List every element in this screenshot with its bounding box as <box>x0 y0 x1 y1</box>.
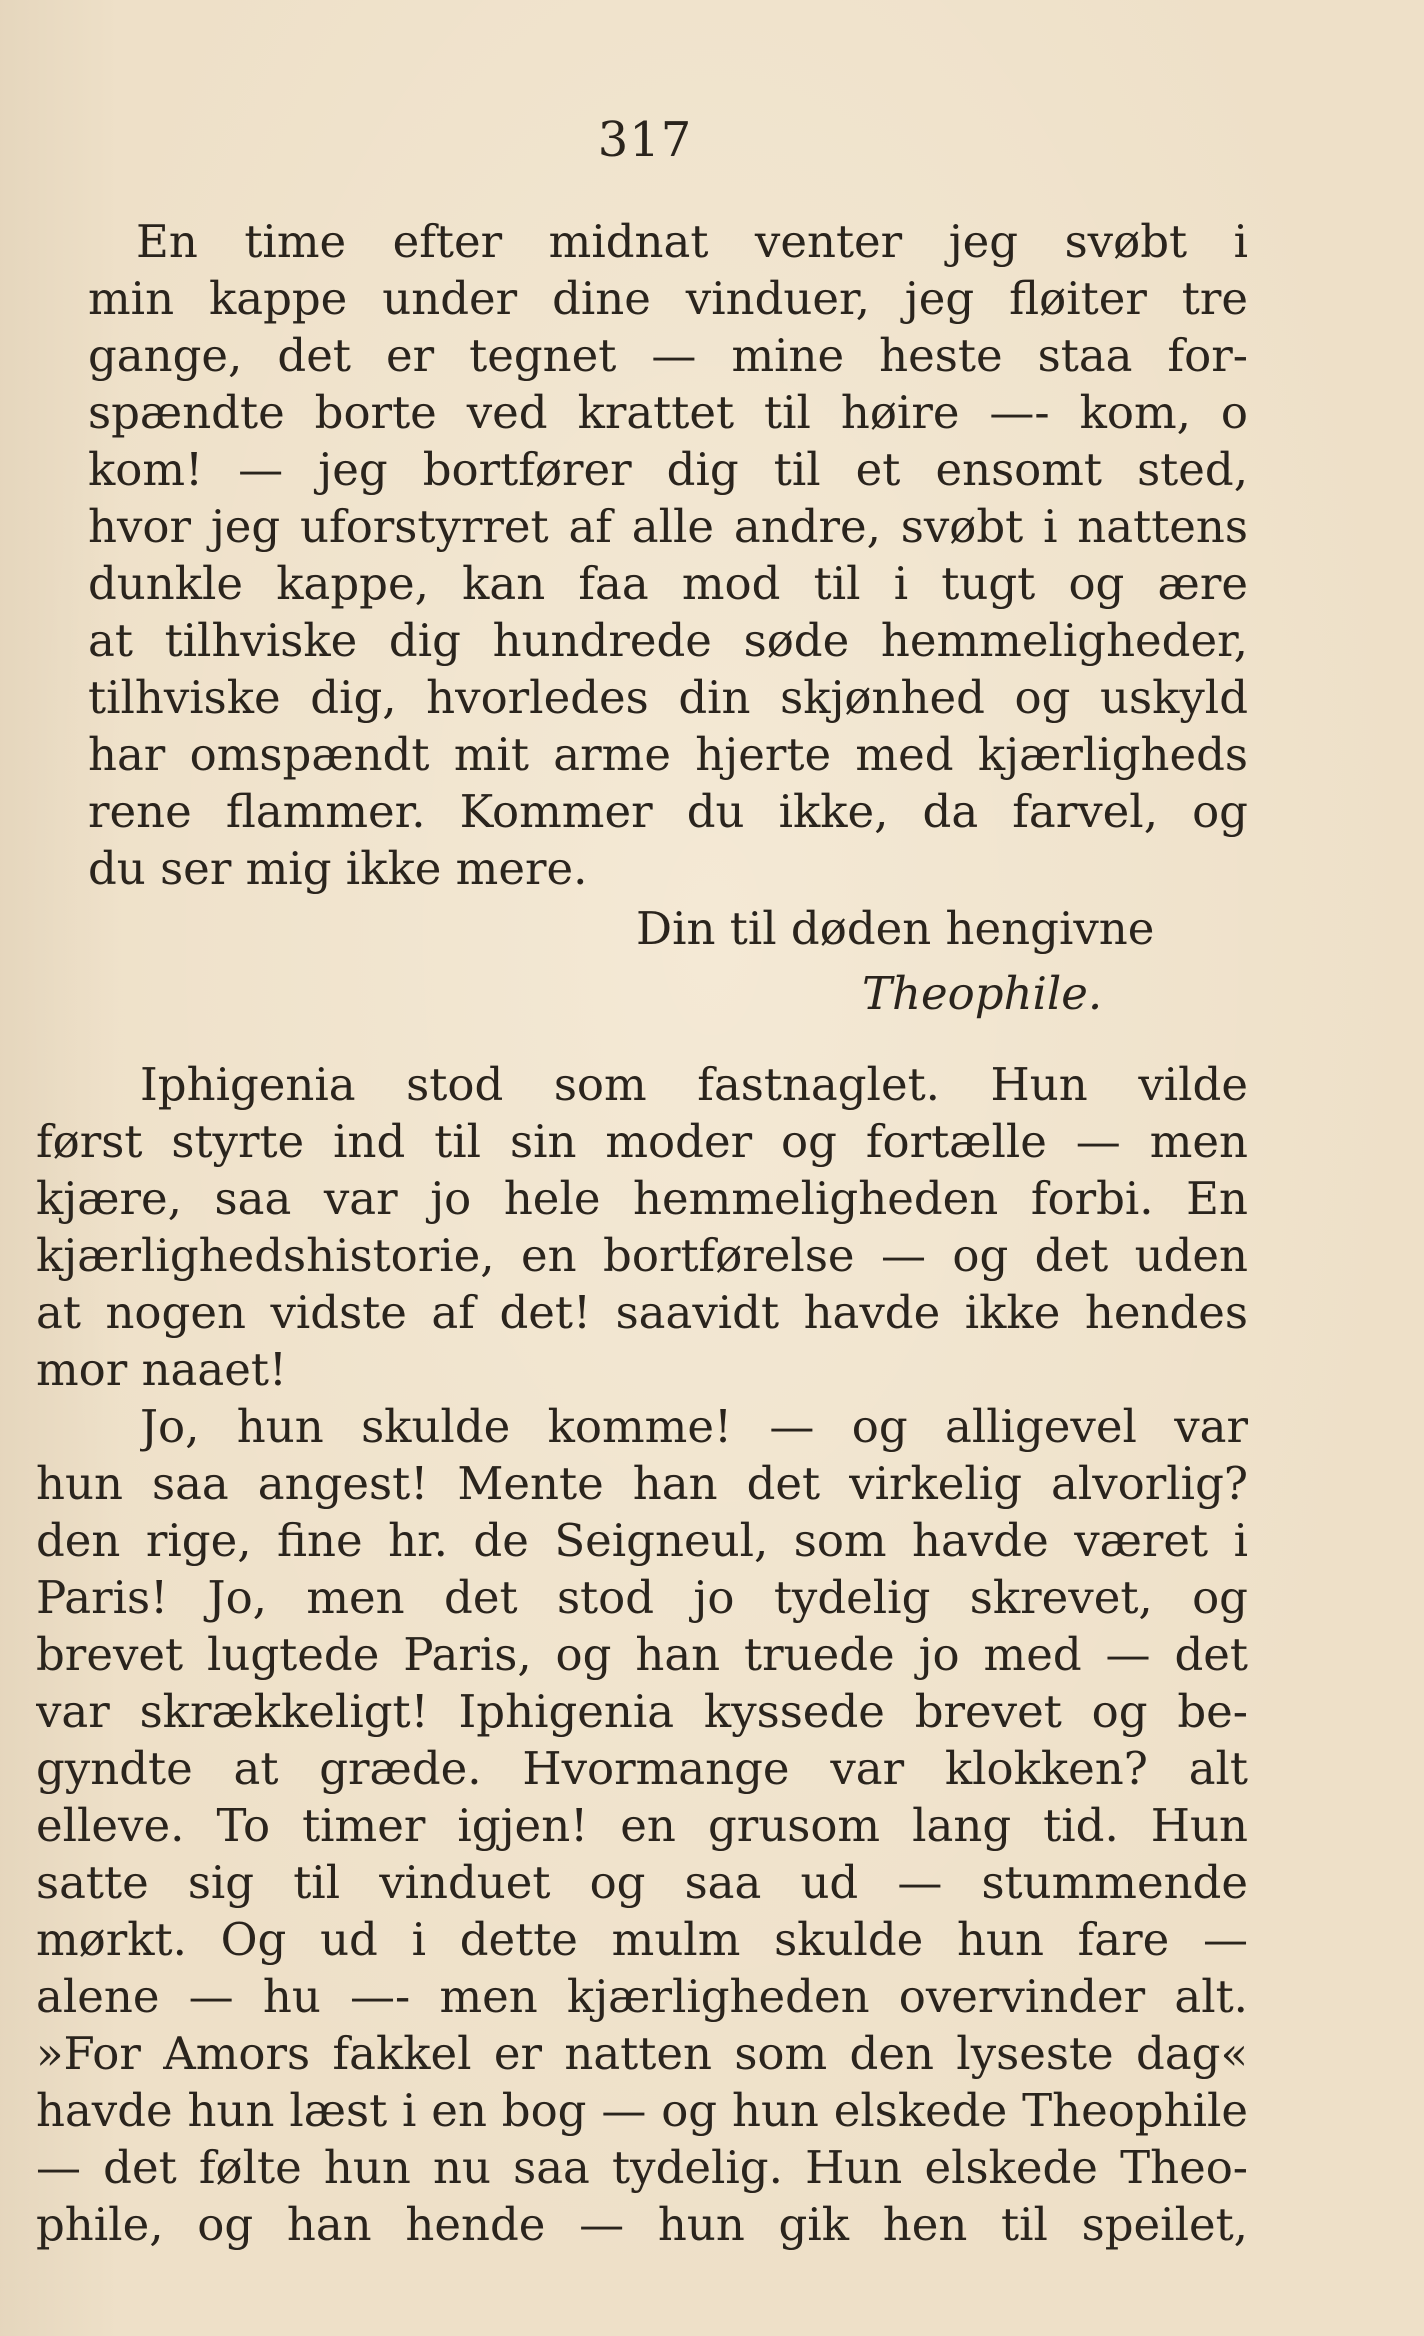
narrative-line-4: kjærlighedshistorie, en bortførelse — og det uden <box>36 1229 1248 1282</box>
narrative-line-8: hun saa angest! Mente han det virkelig alvorlig? <box>36 1457 1248 1510</box>
narrative-line-16: mørkt. Og ud i dette mulm skulde hun fare — <box>36 1913 1248 1966</box>
letter-line-6: hvor jeg uforstyrret af alle andre, svøbt i nattens <box>88 500 1248 553</box>
narrative-line-7: Jo, hun skulde komme! — og alligevel var <box>140 1400 1248 1453</box>
narrative-line-6: mor naaet! <box>36 1343 288 1396</box>
narrative-line-14: elleve. To timer igjen! en grusom lang tid. Hun <box>36 1799 1248 1852</box>
letter-line-7: dunkle kappe, kan faa mod til i tugt og ære <box>88 557 1248 610</box>
letter-line-5: kom! — jeg bortfører dig til et ensomt sted, <box>88 443 1248 496</box>
narrative-line-2: først styrte ind til sin moder og fortælle — men <box>36 1115 1248 1168</box>
narrative-line-20: — det følte hun nu saa tydelig. Hun elskede Theo- <box>36 2141 1248 2194</box>
narrative-line-10: Paris! Jo, men det stod jo tydelig skrevet, og <box>36 1571 1248 1624</box>
narrative-line-15: satte sig til vinduet og saa ud — stummende <box>36 1856 1248 1909</box>
narrative-line-13: gyndte at græde. Hvormange var klokken? alt <box>36 1742 1248 1795</box>
letter-closing: Din til døden hengivne <box>636 902 1155 955</box>
letter-line-2: min kappe under dine vinduer, jeg fløiter tre <box>88 272 1248 325</box>
letter-signature-name: Theophile. <box>862 967 1103 1020</box>
narrative-line-5: at nogen vidste af det! saavidt havde ikke hendes <box>36 1286 1248 1339</box>
letter-line-12: du ser mig ikke mere. <box>88 842 588 895</box>
narrative-line-12: var skrækkeligt! Iphigenia kyssede brevet og be- <box>36 1685 1248 1738</box>
letter-line-9: tilhviske dig, hvorledes din skjønhed og uskyld <box>88 671 1248 724</box>
letter-line-8: at tilhviske dig hundrede søde hemmeligheder, <box>88 614 1248 667</box>
page-number: 317 <box>597 112 693 168</box>
narrative-line-18: »For Amors fakkel er natten som den lyseste dag« <box>36 2027 1248 2080</box>
letter-line-11: rene flammer. Kommer du ikke, da farvel, og <box>88 785 1248 838</box>
narrative-line-1: Iphigenia stod som fastnaglet. Hun vilde <box>140 1058 1248 1111</box>
narrative-line-9: den rige, fine hr. de Seigneul, som havde været i <box>36 1514 1248 1567</box>
letter-line-4: spændte borte ved krattet til høire —- kom, o <box>88 386 1248 439</box>
narrative-line-21: phile, og han hende — hun gik hen til speilet, <box>36 2198 1248 2251</box>
narrative-line-11: brevet lugtede Paris, og han truede jo med — det <box>36 1628 1248 1681</box>
letter-line-3: gange, det er tegnet — mine heste staa for- <box>88 329 1248 382</box>
narrative-line-3: kjære, saa var jo hele hemmeligheden forbi. En <box>36 1172 1248 1225</box>
letter-line-1: En time efter midnat venter jeg svøbt i <box>136 215 1248 268</box>
narrative-line-19: havde hun læst i en bog — og hun elskede Theophile <box>36 2084 1248 2137</box>
letter-line-10: har omspændt mit arme hjerte med kjærligheds <box>88 728 1248 781</box>
narrative-line-17: alene — hu —- men kjærligheden overvinder alt. <box>36 1970 1248 2023</box>
